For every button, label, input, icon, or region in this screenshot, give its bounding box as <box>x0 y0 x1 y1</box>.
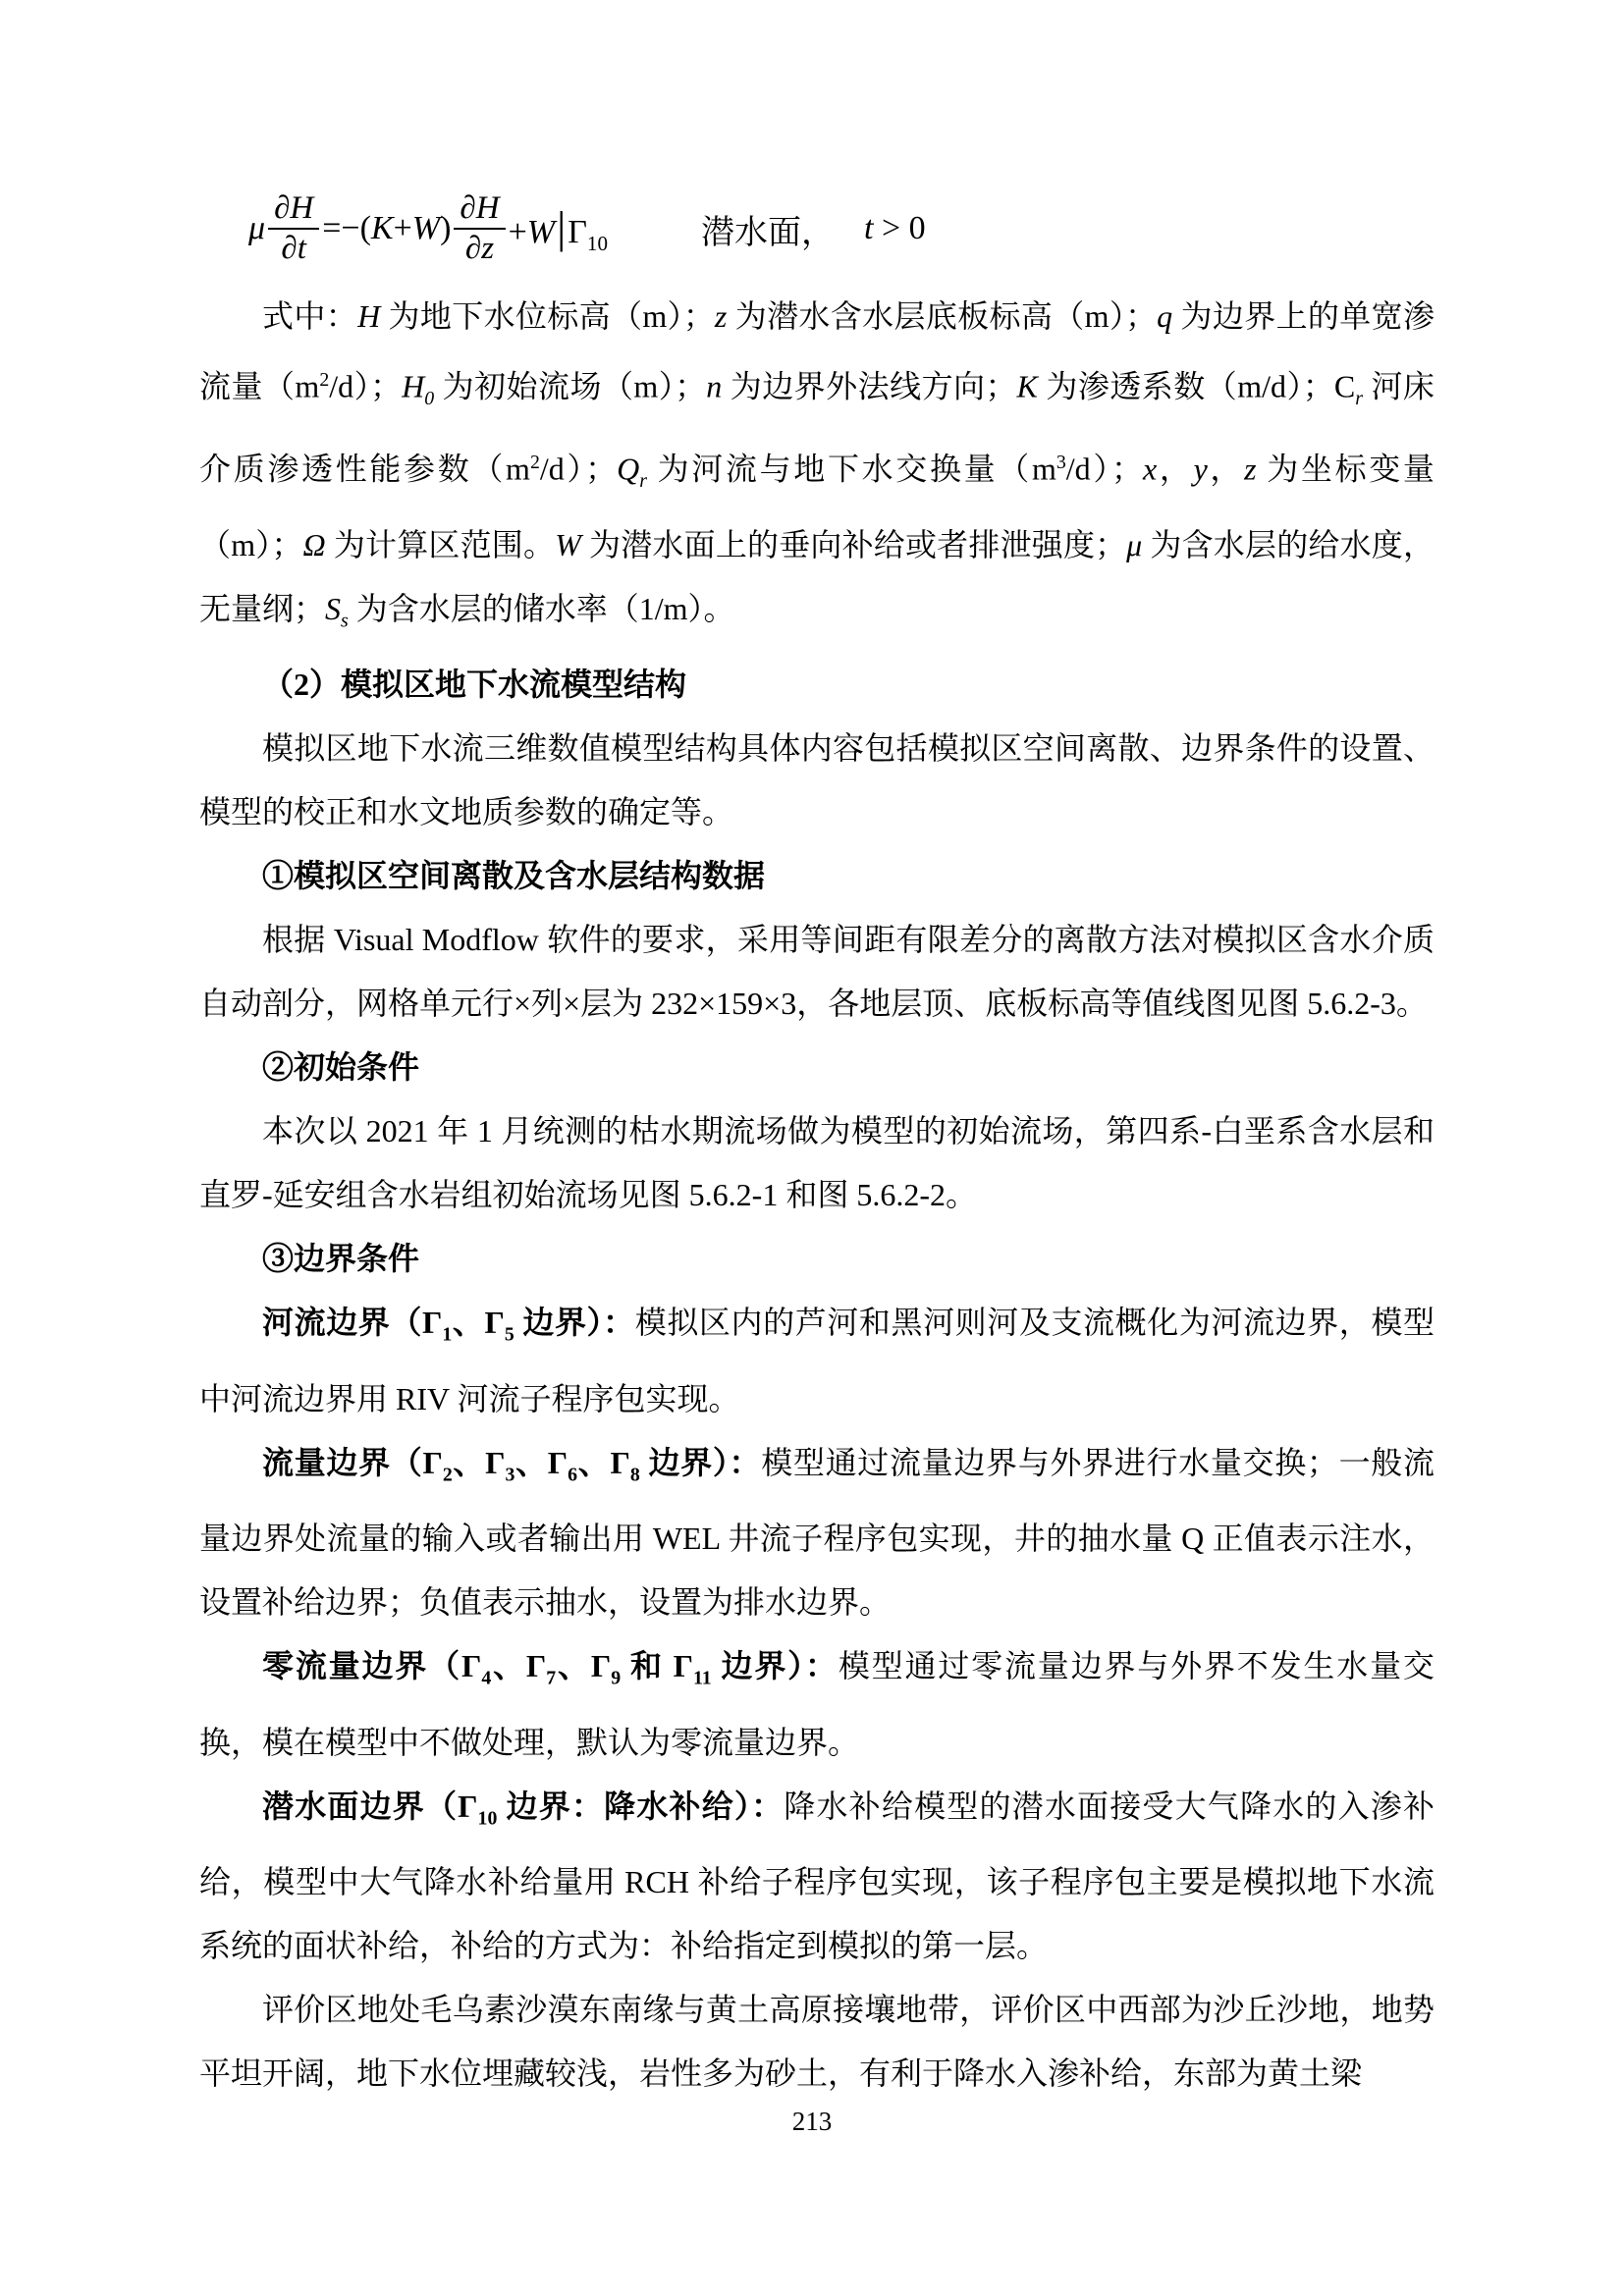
equation-condition-math: t > 0 <box>864 210 926 246</box>
section-heading-boundary-conditions: ③边界条件 <box>262 1241 420 1277</box>
fraction-numerator: ∂H <box>454 189 505 230</box>
paragraph-spatial-discretization: 根据 Visual Modflow 软件的要求，采用等间距有限差分的离散方法对模拟区含水介质自动剖分，网格单元行×列×层为 232×159×3，各地层顶、底板标高等值线图见图 5.6.2-3。 <box>199 922 1435 1022</box>
paragraph-zero-flux-boundary: 零流量边界（$\Gamma_4$、$\Gamma_7$、$\Gamma_9$ 和 $\Gamma_{11}$ 边界）：模型通过零流量边界与外界不发生水量交换，模在模型中不做处理，默认为零流量边界。 <box>199 1648 1435 1760</box>
paragraph-river-boundary: 河流边界（$\Gamma_1$、$\Gamma_5$ 边界）：模拟区内的芦河和黑河则河及支流概化为河流边界，模型中河流边界用 RIV 河流子程序包实现。 <box>199 1305 1435 1416</box>
fraction-numerator: ∂H <box>268 189 319 230</box>
page-number: 213 <box>791 2107 833 2136</box>
page-content <box>199 173 1435 2106</box>
equation-fraction-dH-dt <box>268 189 319 268</box>
equation-middle-term: =−(K+W) <box>322 210 452 246</box>
section-heading-model-structure: （2）模拟区地下水流模型结构 <box>262 667 687 703</box>
paragraph-initial-conditions: 本次以 2021 年 1 月统测的枯水期流场做为模型的初始流场，第四系-白垩系含水层和直罗-延安组含水岩组初始流场见图 5.6.2-1 和图 5.6.2-2。 <box>199 1113 1435 1213</box>
equation-fraction-dH-dz <box>454 189 505 268</box>
equation-tail-term: $+W|\Gamma_{10}$ <box>508 202 608 255</box>
equation-mu: μ <box>248 210 266 246</box>
fraction-denominator: ∂t <box>281 231 306 266</box>
fraction-denominator: ∂z <box>464 231 495 266</box>
section-heading-spatial-discretization: ①模拟区空间离散及含水层结构数据 <box>262 858 766 894</box>
groundwater-equation <box>199 173 1435 285</box>
paragraph-evaluation-area: 评价区地处毛乌素沙漠东南缘与黄土高原接壤地带，评价区中西部为沙丘沙地，地势平坦开阔，地下水位埋藏较浅，岩性多为砂土，有利于降水入渗补给，东部为黄土梁 <box>199 1992 1435 2092</box>
section-heading-initial-conditions: ②初始条件 <box>262 1049 420 1086</box>
paragraph-flux-boundary: 流量边界（$\Gamma_2$、$\Gamma_3$、$\Gamma_6$、$\Gamma_8$ 边界）：模型通过流量边界与外界进行水量交换；一般流量边界处流量的输入或者输出用 WEL 井流子程序包实现，井的抽水量 Q 正值表示注水，设置补给边界；负值表示抽水，设置为排水边界。 <box>199 1444 1435 1621</box>
paragraph-variable-definitions: 式中：H 为地下水位标高（m）；z 为潜水含水层底板标高（m）；q 为边界上的单宽渗流量$(m^2/d)$；$H_0$ 为初始流场（m）；n 为边界外法线方向；K 为渗透系数（m/d）；$C_r$ 河床介质渗透性能参数$(m^2/d)$；$Q_r$ 为河流与地下水交换量$(m^3/d)$；x，y，z 为坐标变量（m）；Ω 为计算区范围。W 为潜水面上的垂向补给或者排泄强度；μ 为含水层的给水度，无量纲；$S_s$ 为含水层的储水率（1/m）。 <box>199 298 1435 632</box>
equation-condition-label: 潜水面， <box>701 214 835 251</box>
paragraph-water-table-boundary: 潜水面边界（$\Gamma_{10}$ 边界：降水补给）：降水补给模型的潜水面接受大气降水的入渗补给，模型中大气降水补给量用 RCH 补给子程序包实现，该子程序包主要是模拟地下水流系统的面状补给，补给的方式为：补给指定到模拟的第一层。 <box>199 1788 1435 1964</box>
paragraph-model-structure-intro: 模拟区地下水流三维数值模型结构具体内容包括模拟区空间离散、边界条件的设置、模型的校正和水文地质参数的确定等。 <box>199 730 1435 830</box>
